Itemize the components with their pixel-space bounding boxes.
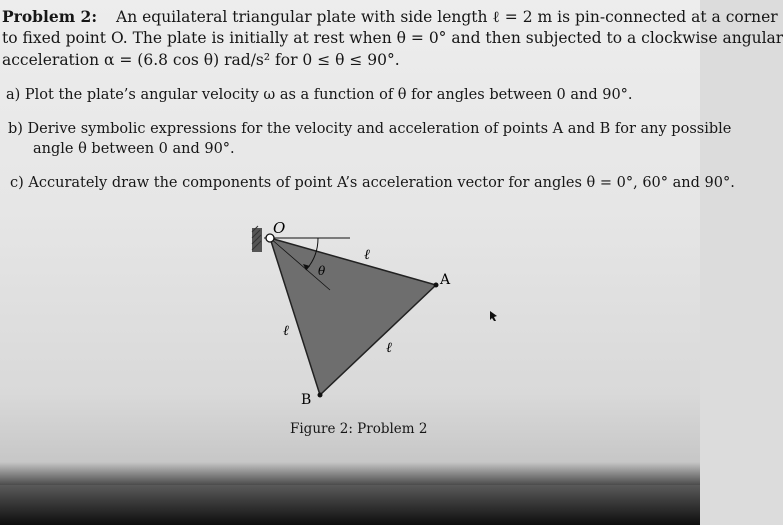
label-O: O (273, 219, 286, 237)
point-B (318, 393, 323, 398)
label-side-top: ℓ (364, 247, 370, 263)
problem-statement-2: to fixed point O. The plate is initially at rest when θ = 0° and then subjected to a clockwise angular (2, 29, 783, 47)
label-B: B (301, 392, 312, 408)
mouse-cursor-icon (489, 310, 499, 322)
problem-statement-1: An equilateral triangular plate with side length ℓ = 2 m is pin-connected at a corner (116, 8, 778, 26)
figure-caption: Figure 2: Problem 2 (290, 421, 428, 437)
problem-statement-3: acceleration α = (6.8 cos θ) rad/s² for 0 ≤ θ ≤ 90°. (2, 51, 400, 69)
screen-bezel (0, 485, 700, 525)
triangular-plate (270, 238, 436, 395)
point-A (434, 283, 439, 288)
label-theta: θ (318, 264, 326, 278)
label-side-left: ℓ (283, 323, 289, 339)
part-b-line-1: b) Derive symbolic expressions for the velocity and acceleration of points A and B for any possible (8, 121, 732, 137)
problem-heading: Problem 2: (2, 7, 98, 26)
label-side-right: ℓ (386, 340, 392, 356)
part-a: a) Plot the plate’s angular velocity ω as a function of θ for angles between 0 and 90°. (6, 87, 633, 103)
label-A: A (440, 272, 451, 288)
part-b-line-2: angle θ between 0 and 90°. (33, 141, 235, 157)
part-c: c) Accurately draw the components of point A’s acceleration vector for angles θ = 0°, 60° and 90°. (10, 175, 735, 191)
